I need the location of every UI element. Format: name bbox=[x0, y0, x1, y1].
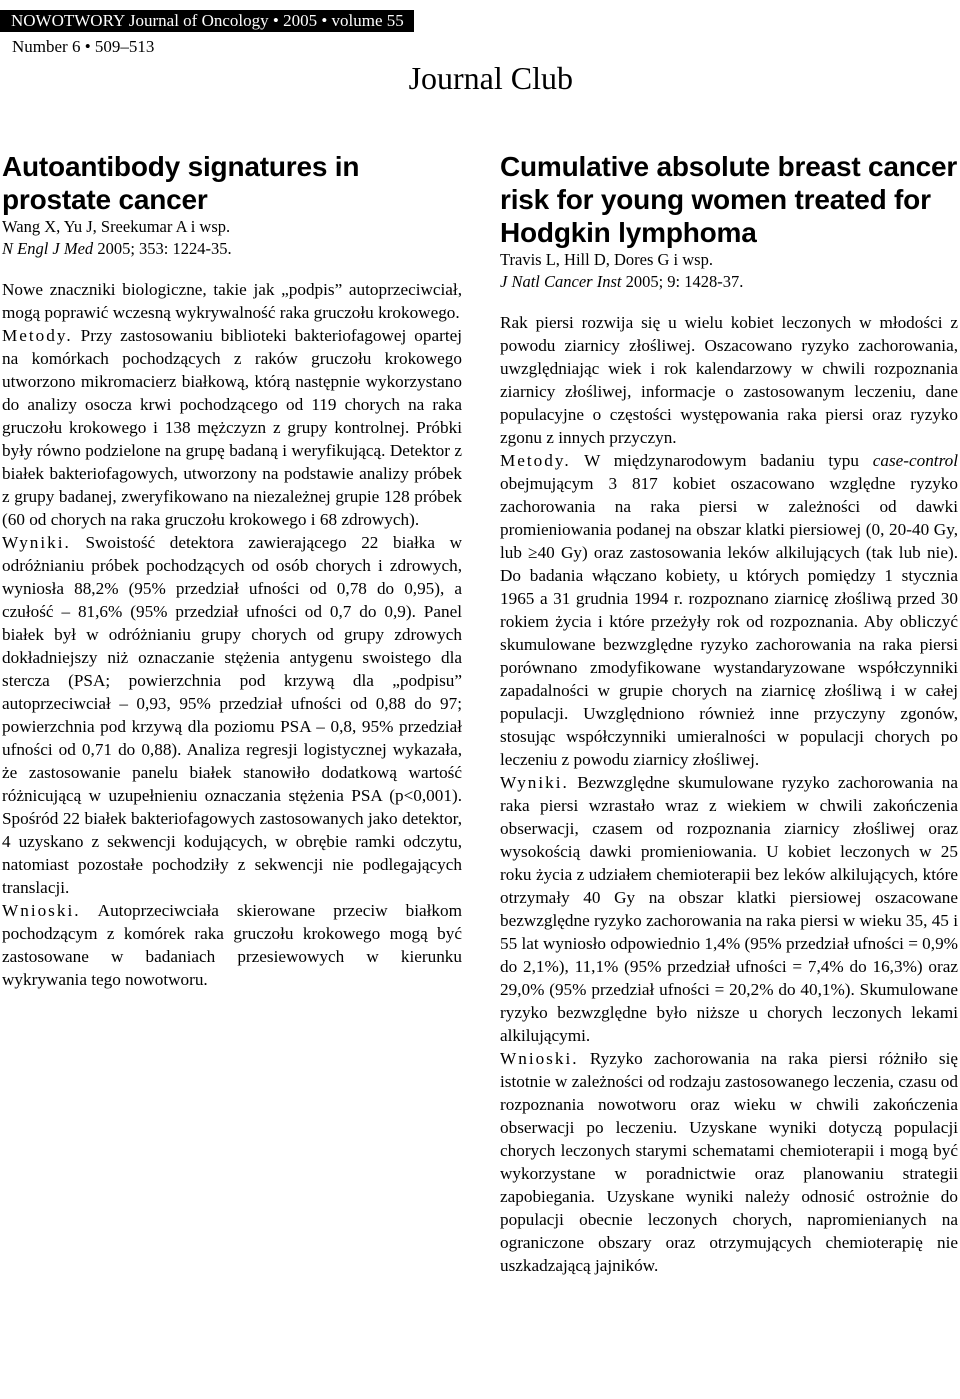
right-article-authors: Travis L, Hill D, Dores G i wsp. bbox=[500, 250, 713, 269]
journal-masthead-text: NOWOTWORY Journal of Oncology • 2005 • volume 55 bbox=[11, 11, 404, 30]
section-title: Journal Club bbox=[408, 60, 573, 96]
left-article-results-text: Swoistość detektora zawierającego 22 białka w odróżnianiu próbek pochodzących od osób chorych i zdrowych, wyniosła 88,2% (95% przedział ufności od 0,78 do 0,95), a czułość – 81,6% (95% przedział ufności od 0,7 do 0,9). Panel białek był w odróżnianiu grupy chorych od grupy zdrowych dokładniejszy niż oznaczanie stężenia antygenu swoistego dla stercza (PSA; powierzchnia pod krzywą dla „podpisu” autoprzeciwciał – 0,93, 95% przedział ufności od 0,88 do 97; powierzchnia pod krzywą dla poziomu PSA – 0,8, 95% przedział ufności od 0,71 do 0,88). Analiza regresji logistycznej wykazała, że zastosowanie panelu białek stanowiło dodatkową wartość różnicującą w uzupełnieniu oznaczania stężenia PSA (p<0,001). Spośród 22 białek bakteriofagowych zastosowanych jako detektor, 4 uzyskano z sekwencji kodujących, w obrębie ramki odczytu, natomiast pozostałe pochodziły z sekwencji nie podlegających translacji. bbox=[2, 533, 462, 897]
left-article-intro: Nowe znaczniki biologiczne, takie jak „podpis” autoprzeciwciał, mogą poprawić wczesną wykrywalność raka gruczołu krokowego. bbox=[2, 280, 462, 322]
right-article-intro: Rak piersi rozwija się u wielu kobiet leczonych w młodości z powodu ziarnicy złośliwej. Oszacowano ryzyko zachorowania, uwzględniając wiek i rok kalendarzowy w chwili rozpoznania ziarnicy złośliwej, informacje o zastosowanym leczeniu, dane populacyjne o częstości występowania raka piersi oraz ryzyko zgonu z innych przyczyn. bbox=[500, 313, 958, 447]
methods-label: Metody. bbox=[2, 326, 73, 345]
left-article-citation bbox=[2, 238, 462, 260]
right-article-methods-text-a: W międzynarodowym badaniu typu bbox=[584, 451, 859, 470]
results-label: Wyniki. bbox=[500, 773, 569, 792]
right-article-citation bbox=[500, 271, 958, 293]
left-article-conclusions-text: Autoprzeciwciała skierowane przeciw białkom pochodzącym z komórek raka gruczołu krokowego mogą być zastosowane w badaniach przesiewowych w kierunku wykrywania tego nowotworu. bbox=[2, 901, 462, 989]
right-article-results-text: Bezwzględne skumulowane ryzyko zachorowania na raka piersi wzrastało wraz z wiekiem w chwili zakończenia obserwacji, czasem od rozpoznania ziarnicy złośliwej oraz wysokością dawki promieniowania. U kobiet leczonych w 25 roku życia z udziałem chemioterapii bez leków alkilujących, które otrzymały 40 Gy na obszar klatki piersiowej oszacowane bezwzględne ryzyko zachorowania na raka piersi w wieku 35, 45 i 55 lat wyniosło odpowiednio 1,4% (95% przedział ufności = 0,9% do 2,1%), 11,1% (95% przedział ufności = 7,4% do 16,3%) oraz 29,0% (95% przedział ufności = 20,2% do 40,1%). Skumulowane ryzyko bezwzględne było niższe u chorych leczonych lekami alkilującymi. bbox=[500, 773, 959, 1045]
left-article-results bbox=[2, 531, 462, 899]
right-article-abstract bbox=[500, 311, 958, 1277]
conclusions-label: Wnioski. bbox=[500, 1049, 579, 1068]
case-control-term: case-control bbox=[872, 451, 958, 470]
right-article-methods-text-b: obejmującym 3 817 kobiet oszacowano względne ryzyko zachorowania na raka piersi w zależności od dawki promieniowania podanej na obszar klatki piersiowej (0, 20-40 Gy, lub ≥40 Gy) oraz zastosowania leków alkilujących (tak lub nie). Do badania włączano kobiety, u których pomiędzy 1 stycznia 1965 a 31 grudnia 1994 r. rozpoznano ziarnicę złośliwą przed 30 rokiem życia i które przeżyły rok od rozpoznania. Aby obliczyć skumulowane bezwzględne ryzyko zachorowania na raka piersi porównano zmodyfikowane wystandaryzowane współczynniki zapadalności w grupie chorych na ziarnicę złośliwą i w całej populacji. Uwzględniono również inne przyczyny zgonów, stosując współczynniki umieralności w populacji chorych po leczeniu z powodu ziarnicy złośliwej. bbox=[500, 474, 958, 769]
right-article-conclusions bbox=[500, 1047, 958, 1277]
right-article-methods bbox=[500, 449, 958, 771]
right-article-title: Cumulative absolute breast cancer risk for young women treated for Hodgkin lymphoma bbox=[500, 151, 958, 248]
left-article-journal: N Engl J Med bbox=[2, 239, 94, 258]
right-article-journal: J Natl Cancer Inst bbox=[500, 272, 622, 291]
results-label: Wyniki. bbox=[2, 533, 71, 552]
left-article-citation-details: 2005; 353: 1224-35. bbox=[97, 239, 232, 258]
conclusions-label: Wnioski. bbox=[2, 901, 81, 920]
journal-masthead bbox=[0, 10, 414, 32]
left-article-methods bbox=[2, 324, 462, 531]
right-article bbox=[500, 150, 958, 1277]
left-article-authors: Wang X, Yu J, Sreekumar A i wsp. bbox=[2, 217, 231, 236]
right-article-results bbox=[500, 771, 958, 1047]
issue-info: Number 6 • 509–513 bbox=[12, 37, 155, 56]
right-article-conclusions-text: Ryzyko zachorowania na raka piersi różniło się istotnie w zależności od rodzaju zastosowanego leczenia, czasu od rozpoznania nowotworu oraz wieku w chwili zakończenia obserwacji po leczeniu. Uzyskane wyniki dotyczą populacji chorych leczonych starymi schematami chemioterapii i mogą być wykorzystane w poradnictwie oraz planowaniu strategii zapobiegania. Uzyskane wyniki należy odnosić ostrożnie do populacji obecnie leczonych chorych, napromienianych na ograniczone obszary oraz otrzymujących chemioterapię nie uszkadzającą jajników. bbox=[500, 1049, 959, 1275]
methods-label: Metody. bbox=[500, 451, 571, 470]
left-article-conclusions bbox=[2, 899, 462, 991]
left-article-methods-text: Przy zastosowaniu biblioteki bakteriofagowej opartej na komórkach pochodzących z raków gruczołu krokowego utworzono mikromacierz białkową, którą następnie wykorzystano do analizy osocza krwi pochodzącego od 119 chorych na raka gruczołu krokowego i 138 mężczyzn z grupy kontrolnej. Próbki były równo podzielone na grupę badaną i weryfikującą. Detektor z białek bakteriofagowych, utworzony na podstawie analizy próbek z grupy badanej, zweryfikowano na niezależnej grupie 128 próbek (60 od chorych na raka gruczołu krokowego i 68 zdrowych). bbox=[2, 326, 463, 529]
right-article-citation-details: 2005; 9: 1428-37. bbox=[625, 272, 744, 291]
left-article-title: Autoantibody signatures in prostate cancer bbox=[2, 151, 360, 215]
left-article-abstract bbox=[2, 278, 462, 991]
left-article bbox=[2, 150, 462, 991]
